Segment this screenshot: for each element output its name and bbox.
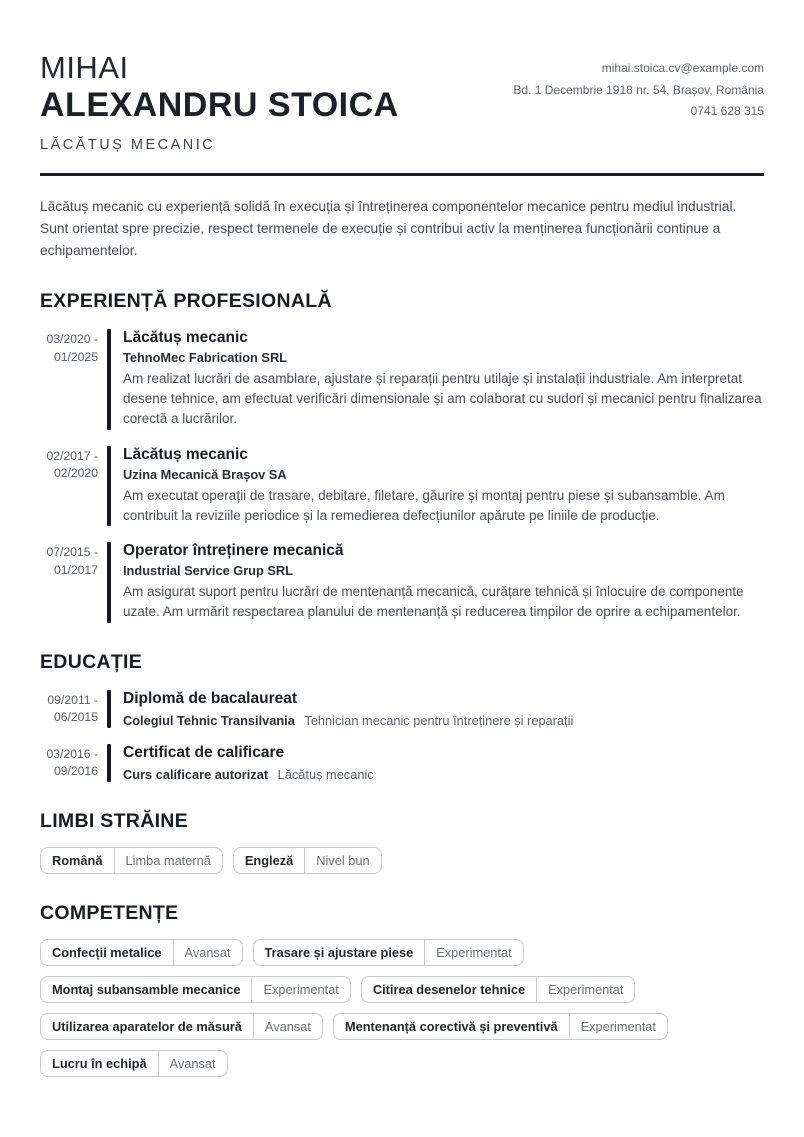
entry-institution-line [123, 767, 764, 782]
entry-content [120, 744, 764, 782]
experience-entry [40, 542, 764, 623]
entry-dates [40, 329, 98, 430]
skill-chip [253, 939, 524, 966]
entry-dates [40, 446, 98, 527]
entry-institution-line [123, 713, 764, 728]
skill-chip [40, 1013, 323, 1040]
section-title-skills: COMPETENȚE [40, 901, 179, 924]
first-name: MIHAI [40, 50, 129, 85]
skill-chip [40, 1050, 228, 1077]
entry-description: Am realizat lucrări de asamblare, ajustare și reparații pentru utilaje și instalații industriale. Am interpretat desene tehnice, am efectuat verificări dimensionale și am colaborat cu sudori și mecanici pentru finalizarea corectă a lucrărilor. [123, 370, 762, 427]
skill-name: Citirea desenelor tehnice [362, 977, 537, 1002]
skill-name: Trasare și ajustare piese [254, 940, 426, 965]
skill-name: Mentenanță corectivă și preventivă [334, 1014, 570, 1039]
language-chip [40, 847, 223, 874]
date-end: 01/2017 [53, 562, 98, 577]
entry-company: TehnoMec Fabrication SRL [123, 349, 288, 365]
date-end: 06/2015 [53, 710, 98, 725]
section-title-experience: EXPERIENȚĂ PROFESIONALĂ [40, 289, 332, 312]
date-end: 02/2020 [53, 466, 98, 481]
entry-institution: Colegiul Tehnic Transilvania [123, 712, 295, 728]
name-block [40, 50, 399, 153]
entry-content [120, 542, 764, 623]
education-list [40, 690, 764, 782]
languages-list [40, 847, 764, 874]
summary-paragraph: Lăcătuș mecanic cu experiență solidă în execuția și întreținerea componentelor mecanice pentru mediul industrial. Sunt orientat spre precizie, respect termenele de execuție și contribui activ la menținerea funcționării continue a echipamentelor. [40, 198, 737, 258]
skill-name: Lucru în echipă [41, 1051, 159, 1076]
language-name: Română [41, 848, 115, 873]
experience-entry [40, 329, 764, 430]
entry-institution: Curs calificare autorizat [123, 766, 269, 782]
date-start: 07/2015 - [46, 545, 98, 560]
entry-content [120, 446, 764, 527]
skill-name: Confecții metalice [41, 940, 174, 965]
entry-detail: Lăcătuș mecanic [277, 766, 374, 782]
contact-address: Bd. 1 Decembrie 1918 nr. 54, Brașov, România [513, 82, 764, 97]
entry-degree: Certificat de calificare [123, 743, 285, 761]
skill-level: Avansat [264, 1018, 311, 1034]
timeline-bar [107, 690, 111, 728]
entry-detail: Tehnician mecanic pentru întreținere și reparații [304, 712, 574, 728]
skill-level: Experimentat [263, 981, 339, 997]
date-start: 09/2011 - [47, 692, 98, 707]
job-title: LĂCĂTUȘ MECANIC [40, 136, 216, 153]
skill-name: Montaj subansamble mecanice [41, 977, 252, 1002]
entry-role: Lăcătuș mecanic [123, 328, 248, 346]
skill-chip [333, 1013, 668, 1040]
entry-description: Am executat operații de trasare, debitare, filetare, găurire și montaj pentru piese și subansamble. Am contribuit la reviziile periodice și la remedierea defecțiunilor apărute pe liniile de producție. [123, 487, 725, 523]
skill-level: Avansat [169, 1055, 216, 1071]
skill-level: Experimentat [548, 981, 624, 997]
contact-email: mihai.stoica.cv@example.com [601, 61, 764, 75]
last-name: ALEXANDRU STOICA [40, 85, 399, 124]
entry-dates [40, 542, 98, 623]
header-divider [40, 173, 764, 176]
section-title-languages: LIMBI STRĂINE [40, 809, 188, 832]
cv-header [40, 50, 764, 153]
date-start: 03/2020 - [46, 331, 98, 346]
timeline-bar [107, 744, 111, 782]
skill-name: Utilizarea aparatelor de măsură [41, 1014, 254, 1039]
date-start: 03/2016 - [46, 746, 98, 761]
timeline-bar [107, 542, 111, 623]
skill-chip [40, 976, 351, 1003]
entry-degree: Diplomă de bacalaureat [123, 689, 298, 707]
date-start: 02/2017 - [46, 448, 98, 463]
entry-role: Operator întreținere mecanică [123, 542, 344, 560]
language-chip [233, 847, 382, 874]
section-title-education: EDUCAȚIE [40, 650, 143, 673]
contact-block [513, 50, 764, 123]
entry-content [120, 690, 764, 728]
entry-description: Am asigurat suport pentru lucrări de mentenanță mecanică, curățare tehnică și înlocuire de componente uzate. Am urmărit respectarea planului de mentenanță și reducerea timpilor de oprire a echipamentelor. [123, 584, 744, 620]
language-name: Engleză [234, 848, 305, 873]
skill-level: Experimentat [580, 1018, 656, 1034]
entry-company: Industrial Service Grup SRL [123, 563, 293, 579]
skill-chip [361, 976, 636, 1003]
skill-chip [40, 939, 243, 966]
language-level: Nivel bun [316, 852, 370, 868]
timeline-bar [107, 329, 111, 430]
experience-list [40, 329, 764, 623]
date-end: 01/2025 [53, 349, 98, 364]
entry-dates [40, 690, 98, 728]
timeline-bar [107, 446, 111, 527]
education-entry [40, 690, 764, 728]
entry-content [120, 329, 764, 430]
skill-level: Avansat [184, 944, 231, 960]
experience-entry [40, 446, 764, 527]
entry-company: Uzina Mecanică Brașov SA [123, 466, 287, 482]
entry-role: Lăcătuș mecanic [123, 445, 248, 463]
skills-list [40, 939, 764, 1077]
entry-dates [40, 744, 98, 782]
contact-phone: 0741 628 315 [690, 104, 764, 119]
skill-level: Experimentat [436, 944, 512, 960]
education-entry [40, 744, 764, 782]
language-level: Limba maternă [125, 852, 211, 868]
date-end: 09/2016 [53, 764, 98, 779]
